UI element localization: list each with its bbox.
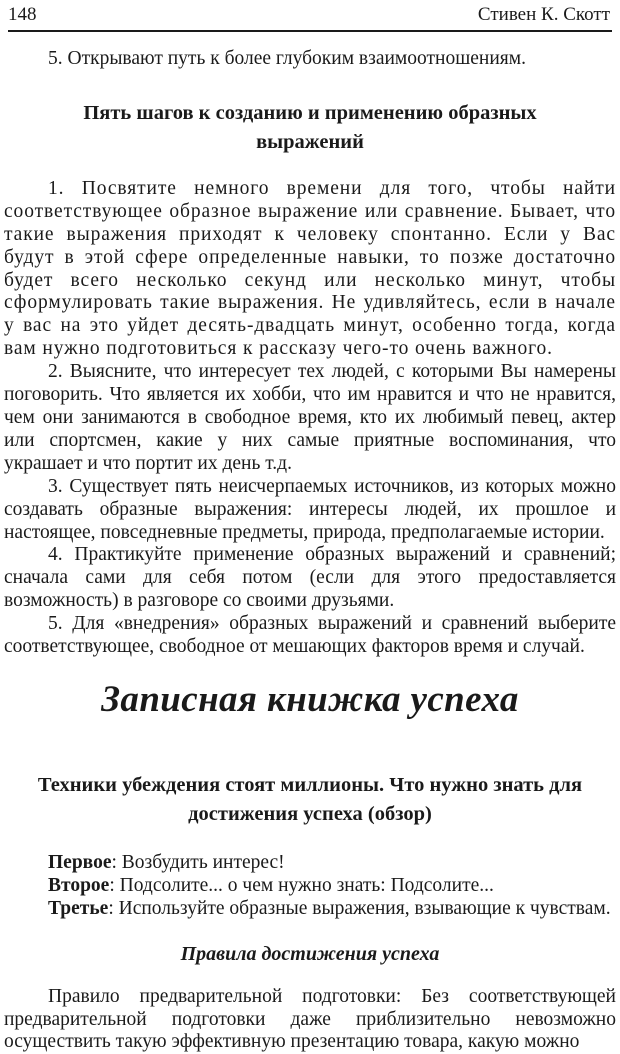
rules-body (4, 986, 616, 1054)
overview-item (4, 898, 616, 921)
chapter-title: Записная книжка успеха (101, 678, 519, 720)
overview-item-text: : Возбудить интерес! (111, 851, 285, 873)
step-paragraph: 4. Практикуйте применение образных выражений и сравнений; сначала сами для себя потом (если для этого предоставляется возможность) в разговоре со своими друзьями. (4, 544, 616, 612)
section-heading-persuasion: Техники убеждения стоят миллионы. Что нужно знать для достижения успеха (обзор) (37, 773, 583, 825)
overview-item (4, 852, 616, 875)
section-heading-five-steps: Пять шагов к созданию и применению образных выражений (83, 101, 537, 153)
overview-item-lead: Первое (48, 851, 112, 873)
overview-item (4, 875, 616, 898)
step-paragraph: 5. Для «внедрения» образных выражений и сравнений выберите соответствующее, свободное от мешающих факторов время и случай. (4, 613, 616, 658)
carryover-list-item: 5. Открывают путь к более глубоким взаимоотношениям. (48, 48, 526, 69)
subsection-heading-success-rules: Правила достижения успеха (180, 942, 440, 965)
page-number: 148 (8, 4, 37, 25)
rule-paragraph: Правило предварительной подготовки: Без соответствующей предварительной подготовки даже приблизительно невозможно осуществить такую эффективную презентацию товара, какую можно (4, 985, 616, 1053)
overview-item-lead: Второе (48, 874, 110, 896)
step-paragraph: 3. Существует пять неисчерпаемых источников, из которых можно создавать образные выражения: интересы людей, их прошлое и настоящее, повседневные предметы, природа, предполагаемые истории. (4, 475, 616, 543)
running-title: Стивен К. Скотт (477, 4, 610, 25)
overview-list (4, 852, 616, 921)
header-rule (8, 30, 612, 32)
step-paragraph: 2. Выясните, что интересует тех людей, с которыми Вы намерены поговорить. Что является их хобби, что им нравится и что не нравится, чем они занимаются в свободное время, кто их любимый певец, актер или спортсмен, какие у них самые приятные воспоминания, что украшает и что портит их день т.д. (4, 361, 616, 474)
step-paragraph: 1. Посвятите немного времени для того, чтобы найти соответствующее образное выражение или сравнение. Бывает, что такие выражения приходят к человеку спонтанно. Если у Вас будут в этой сфере определенные навыки, то позже достаточно будет всего несколько секунд или несколько минут, чтобы сформулировать такие выражения. Не удивляйтесь, если в начале у вас на это уйдет десять-двадцать минут, особенно тогда, когда вам нужно подготовиться к рассказу чего-то очень важного. (4, 177, 616, 360)
overview-item-text: : Подсолите... о чем нужно знать: Подсолите... (109, 874, 494, 896)
overview-item-lead: Третье (48, 897, 109, 919)
overview-item-text: : Используйте образные выражения, взывающие к чувствам. (108, 897, 611, 919)
running-header (4, 0, 616, 26)
steps-list (4, 178, 616, 659)
